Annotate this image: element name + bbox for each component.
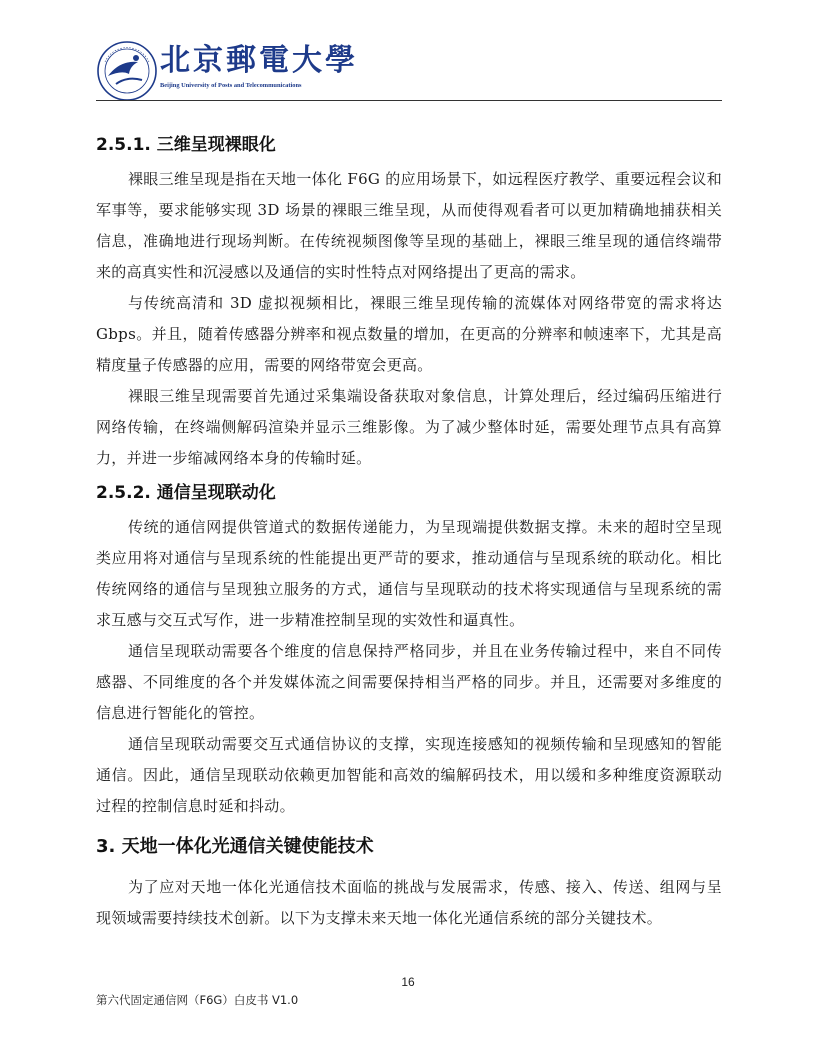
university-logo-title: 北京郵電大學: [160, 43, 358, 78]
body-paragraph: 传统的通信网提供管道式的数据传递能力，为呈现端提供数据支撑。未来的超时空呈现类应用将对通信与呈现系统的性能提出更严苛的要求，推动通信与呈现系统的联动化。相比传统网络的通信与呈现独立服务的方式，通信与呈现联动的技术将实现通信与呈现系统的需求互感与交互式写作，进一步精准控制呈现的实效性和逼真性。: [96, 518, 722, 629]
chapter-heading: 3. 天地一体化光通信关键使能技术: [96, 836, 374, 857]
body-paragraph: 与传统高清和 3D 虚拟视频相比，裸眼三维呈现传输的流媒体对网络带宽的需求将达 Gbps。并且，随着传感器分辨率和视点数量的增加，在更高的分辨率和帧速率下，尤其是高精度量子传感器的应用，需要的网络带宽会更高。: [96, 294, 722, 374]
footer-doc-title: 第六代固定通信网（F6G）白皮书 V1.0: [96, 993, 299, 1007]
section-heading: 2.5.1. 三维呈现裸眼化: [96, 135, 276, 155]
university-logo-subtitle: Beijing University of Posts and Telecommunications: [160, 82, 302, 89]
section-heading: 2.5.2. 通信呈现联动化: [96, 483, 276, 503]
page-header: [96, 36, 722, 100]
body-paragraph: 通信呈现联动需要交互式通信协议的支撑，实现连接感知的视频传输和呈现感知的智能通信。因此，通信呈现联动依赖更加智能和高效的编解码技术，用以缓和多种维度资源联动过程的控制信息时延和抖动。: [96, 735, 722, 815]
page-body: [96, 130, 722, 934]
body-paragraph: 裸眼三维呈现是指在天地一体化 F6G 的应用场景下，如远程医疗教学、重要远程会议和军事等，要求能够实现 3D 场景的裸眼三维呈现，从而使得观看者可以更加精确地捕获相关信息，准确地进行现场判断。在传统视频图像等呈现的基础上，裸眼三维呈现的通信终端带来的高真实性和沉浸感以及通信的实时性特点对网络提出了更高的需求。: [96, 170, 722, 281]
body-paragraph: 通信呈现联动需要各个维度的信息保持严格同步，并且在业务传输过程中，来自不同传感器、不同维度的各个并发媒体流之间需要保持相当严格的同步。并且，还需要对多维度的信息进行智能化的管控。: [96, 642, 722, 722]
header-divider: [96, 100, 722, 101]
bupt-emblem-icon: [96, 40, 158, 102]
body-paragraph: 为了应对天地一体化光通信技术面临的挑战与发展需求，传感、接入、传送、组网与呈现领域需要持续技术创新。以下为支撑未来天地一体化光通信系统的部分关键技术。: [96, 878, 722, 927]
page-number: 16: [401, 975, 415, 989]
body-paragraph: 裸眼三维呈现需要首先通过采集端设备获取对象信息，计算处理后，经过编码压缩进行网络传输，在终端侧解码渲染并显示三维影像。为了减少整体时延，需要处理节点具有高算力，并进一步缩减网络本身的传输时延。: [96, 387, 722, 467]
